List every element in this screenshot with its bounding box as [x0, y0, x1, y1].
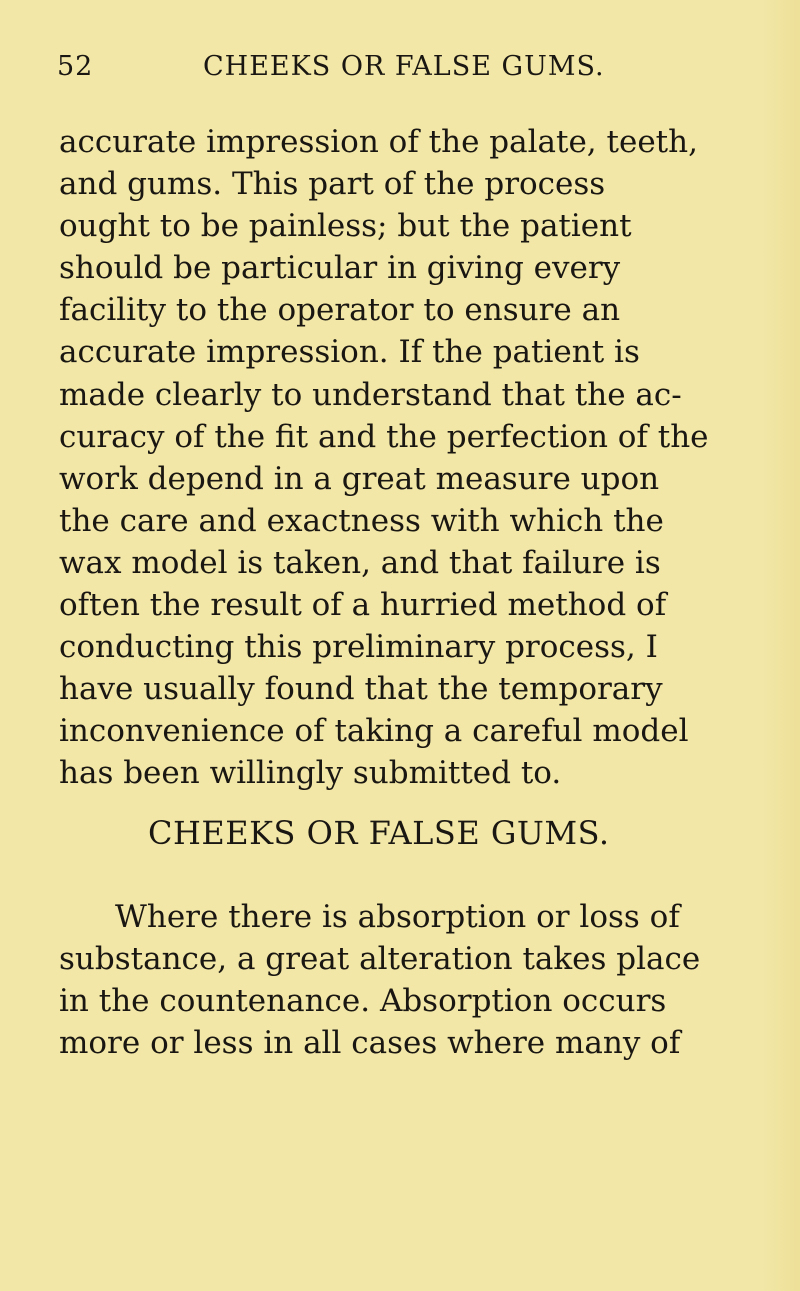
text-line: and gums. This part of the process [59, 166, 606, 203]
page-edge-shadow [762, 0, 800, 1291]
text-line: substance, a great alteration takes place [59, 941, 701, 978]
text-line: in the countenance. Absorption occurs [59, 983, 667, 1020]
page-number: 52 [57, 51, 94, 82]
text-line: curacy of the fit and the perfection of the [59, 418, 709, 455]
paragraph-impression [59, 121, 749, 795]
text-line: accurate impression of the palate, teeth, [59, 124, 698, 160]
text-line: more or less in all cases where many of [59, 1025, 681, 1062]
running-head [57, 51, 743, 93]
text-line: Where there is absorption or loss of [115, 899, 680, 935]
paragraph-cheeks [59, 896, 749, 1064]
text-line: often the result of a hurried method of [59, 587, 667, 624]
text-line: accurate impression. If the patient is [59, 334, 640, 371]
section-heading: CHEEKS OR FALSE GUMS. [148, 814, 610, 852]
text-line: the care and exactness with which the [59, 502, 664, 539]
running-title: CHEEKS OR FALSE GUMS. [203, 51, 605, 82]
text-line: ought to be painless; but the patient [59, 208, 632, 245]
text-line: should be particular in giving every [59, 250, 621, 287]
text-line: has been willingly submitted to. [59, 755, 562, 792]
text-line: facility to the operator to ensure an [59, 292, 621, 329]
text-line: inconvenience of taking a careful model [59, 713, 689, 750]
text-line: work depend in a great measure upon [59, 460, 660, 497]
text-line: wax model is taken, and that failure is [59, 544, 661, 581]
text-line: made clearly to understand that the ac- [59, 376, 682, 413]
text-line: have usually found that the temporary [59, 671, 663, 708]
text-line: conducting this preliminary process, I [59, 629, 658, 666]
